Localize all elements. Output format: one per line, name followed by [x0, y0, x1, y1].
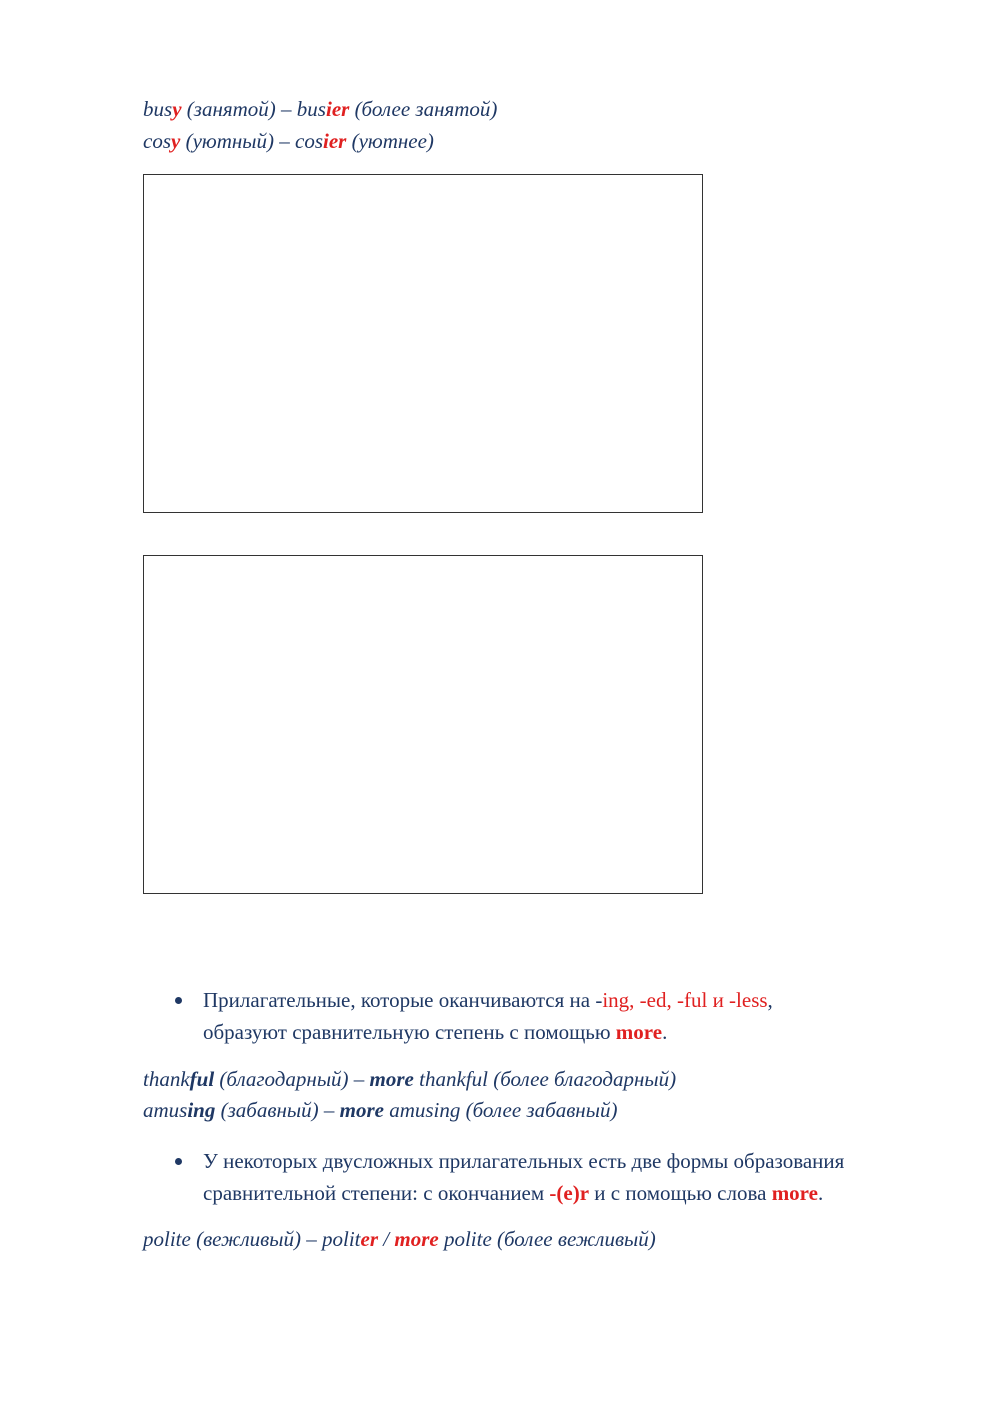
example-polite: [143, 1229, 656, 1250]
word-suffix: ing: [187, 1098, 216, 1122]
example-cosy: [143, 131, 434, 152]
word-stem: thank: [143, 1067, 190, 1091]
word-suffix: ful: [189, 1067, 215, 1091]
more-keyword: more: [339, 1098, 384, 1122]
polite-comparative: polite (более вежливый): [438, 1227, 656, 1251]
comparative-form: thankful (более благодарный): [413, 1067, 677, 1091]
suffix-list: ing, -ed, -ful и -less: [602, 988, 768, 1012]
bullet1-comma: ,: [767, 988, 773, 1012]
comparative-translation: (уютнее): [346, 129, 434, 153]
more-keyword: more: [615, 1020, 663, 1044]
translation: (занятой) –: [181, 97, 297, 121]
translation: (забавный) –: [215, 1098, 340, 1122]
word-stem: cos: [143, 129, 171, 153]
word-stem: bus: [143, 97, 173, 121]
word-stem: amus: [143, 1098, 188, 1122]
bullet1-text-line2: образуют сравнительную степень с помощью: [203, 1020, 616, 1044]
more-keyword: more: [771, 1181, 818, 1205]
bullet1-text: Прилагательные, которые оканчиваются на -: [203, 988, 603, 1012]
example-busy: [143, 99, 497, 120]
comparative-stem: bus: [296, 97, 326, 121]
translation: (уютный) –: [180, 129, 295, 153]
comparative-translation: (более занятой): [349, 97, 498, 121]
slash: /: [378, 1227, 395, 1251]
bullet2-text-line2: сравнительной степени: с окончанием: [203, 1181, 550, 1205]
word-ending: y: [171, 129, 181, 153]
example-thankful: [143, 1069, 676, 1090]
bullet2-dot: .: [817, 1181, 824, 1205]
comparative-ending: ier: [325, 97, 350, 121]
word-ending: y: [172, 97, 182, 121]
more-keyword: more: [369, 1067, 414, 1091]
bullet2-text-line2b: и с помощью слова: [589, 1181, 772, 1205]
comparative-form: amusing (более забавный): [383, 1098, 618, 1122]
bullet-dot-1: [175, 997, 182, 1004]
ending-keyword: -(e)r: [549, 1181, 590, 1205]
comparative-ending: ier: [323, 129, 347, 153]
translation: (благодарный) –: [214, 1067, 370, 1091]
bullet2-text: У некоторых двусложных прилагательных есть две формы образования: [203, 1149, 845, 1173]
more-keyword: more: [394, 1227, 439, 1251]
comparative-stem: cos: [295, 129, 323, 153]
empty-box-1: [143, 174, 703, 513]
example-amusing: [143, 1100, 617, 1121]
bullet-rule-two-forms: [203, 1145, 844, 1209]
bullet-rule-ing-ed-ful-less: [203, 984, 773, 1048]
bullet-dot-2: [175, 1158, 182, 1165]
er-ending: er: [360, 1227, 379, 1251]
empty-box-2: [143, 555, 703, 894]
bullet1-dot: .: [662, 1020, 668, 1044]
polite-text: polite (вежливый) – polit: [143, 1227, 361, 1251]
